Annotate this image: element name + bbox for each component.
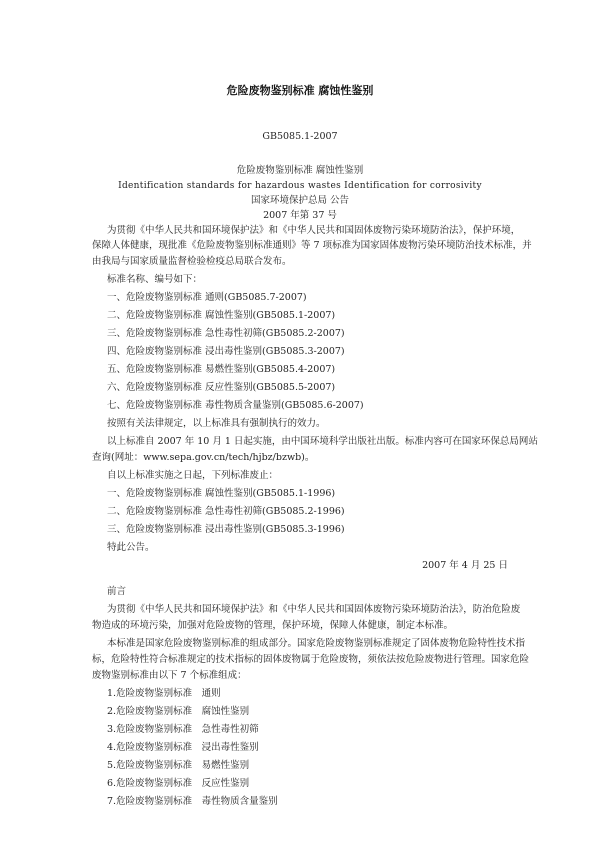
page-title: 危险废物鉴别标准 腐蚀性鉴别 (226, 84, 374, 97)
preface-line: 标，危险特性符合标准规定的技术指标的固体废物属于危险废物，须依法按危险废物进行管理。国家危险 (92, 654, 530, 665)
preface-item: 4.危险废物鉴别标准 浸出毒性鉴别 (107, 742, 259, 753)
closing-text: 特此公告。 (107, 542, 155, 553)
preface-item: 3.危险废物鉴别标准 急性毒性初筛 (107, 724, 259, 735)
standard-item: 四、危险废物鉴别标准 浸出毒性鉴别(GB5085.3-2007) (107, 346, 345, 357)
notice-number: 2007 年第 37 号 (263, 210, 337, 221)
preface-item: 2.危险废物鉴别标准 腐蚀性鉴别 (107, 706, 250, 717)
standard-cn-title: 危险废物鉴别标准 腐蚀性鉴别 (236, 165, 364, 176)
standard-en-title: Identification standards for hazardous wastes Identification for corrosivity (118, 181, 482, 191)
repealed-item: 三、危险废物鉴别标准 浸出毒性鉴别(GB5085.3-1996) (107, 524, 345, 535)
effective-line: 查询(网址：www.sepa.gov.cn/tech/hjbz/bzwb)。 (92, 452, 315, 463)
preface-line: 为贯彻《中华人民共和国环境保护法》和《中华人民共和国固体废物污染环境防治法》，防治危险废 (107, 604, 521, 615)
repealed-item: 二、危险废物鉴别标准 急性毒性初筛(GB5085.2-1996) (107, 506, 345, 517)
repeal-heading: 自以上标准实施之日起，下列标准废止： (107, 470, 279, 481)
preface-line: 本标准是国家危险废物鉴别标准的组成部分。国家危险废物鉴别标准规定了固体废物危险特性技术指 (107, 638, 526, 649)
standard-item: 五、危险废物鉴别标准 易燃性鉴别(GB5085.4-2007) (107, 364, 336, 375)
effective-line: 以上标准自 2007 年 10 月 1 日起实施，由中国环境科学出版社出版。标准内容可在国家环保总局网站 (107, 436, 538, 447)
standard-item: 二、危险废物鉴别标准 腐蚀性鉴别(GB5085.1-2007) (107, 310, 336, 321)
mandatory-note: 按照有关法律规定，以上标准具有强制执行的效力。 (107, 418, 326, 429)
preface-item: 1.危险废物鉴别标准 通则 (107, 688, 221, 699)
preface-line: 废物鉴别标准由以下 7 个标准组成： (92, 670, 247, 681)
standard-item: 七、危险废物鉴别标准 毒性物质含量鉴别(GB5085.6-2007) (107, 400, 364, 411)
repealed-item: 一、危险废物鉴别标准 腐蚀性鉴别(GB5085.1-1996) (107, 488, 336, 499)
preface-item: 6.危险废物鉴别标准 反应性鉴别 (107, 778, 250, 789)
standard-code: GB5085.1-2007 (262, 131, 338, 142)
preface-heading: 前言 (107, 586, 127, 597)
preface-line: 物造成的环境污染，加强对危险废物的管理，保护环境，保障人体健康，制定本标准。 (92, 620, 454, 631)
preface-item: 7.危险废物鉴别标准 毒性物质含量鉴别 (107, 796, 278, 807)
intro-line: 保障人体健康，现批准《危险废物鉴别标准通则》等 7 项标准为国家固体废物污染环境防治技术标准，并 (92, 240, 532, 251)
agency-notice: 国家环境保护总局 公告 (250, 195, 350, 206)
standard-item: 六、危险废物鉴别标准 反应性鉴别(GB5085.5-2007) (107, 382, 336, 393)
preface-item: 5.危险废物鉴别标准 易燃性鉴别 (107, 760, 250, 771)
notice-date: 2007 年 4 月 25 日 (422, 560, 508, 571)
list-heading: 标准名称、编号如下： (107, 274, 203, 285)
standard-item: 三、危险废物鉴别标准 急性毒性初筛(GB5085.2-2007) (107, 328, 345, 339)
standard-item: 一、危险废物鉴别标准 通则(GB5085.7-2007) (107, 292, 307, 303)
intro-line: 为贯彻《中华人民共和国环境保护法》和《中华人民共和国固体废物污染环境防治法》，保护环境， (107, 225, 521, 236)
intro-line: 由我局与国家质量监督检验检疫总局联合发布。 (92, 256, 292, 267)
